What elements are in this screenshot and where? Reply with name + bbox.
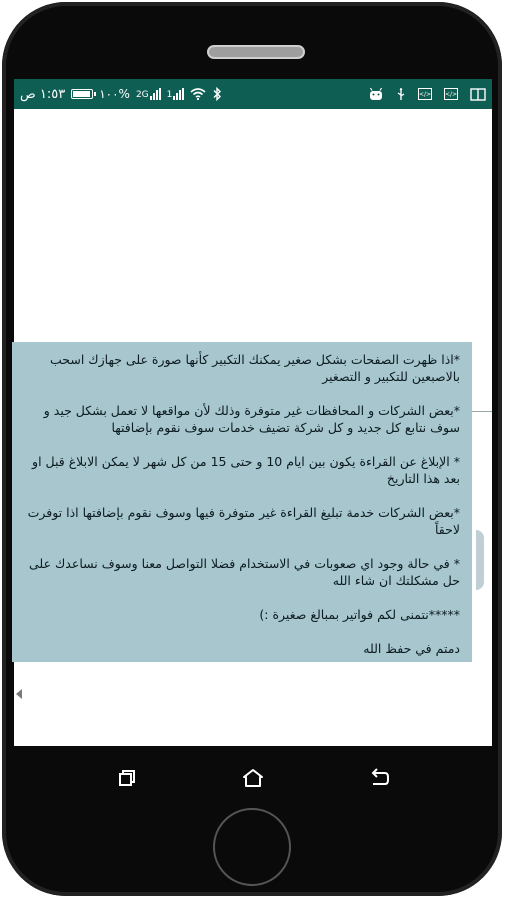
info-text-panel[interactable]: [12, 342, 472, 662]
info-paragraph: * في حالة وجود اي صعوبات في الاستخدام فضلا التواصل معنا وسوف نساعدك على حل مشكلتك ان شاء الله: [29, 556, 460, 588]
info-paragraph: *اذا ظهرت الصفحات بشكل صغير يمكنك التكبير كأنها صورة على جهازك اسحب بالاصبعين للتكبير و التصغير: [50, 352, 460, 384]
network-indicator: [136, 88, 161, 100]
usb-icon: [396, 87, 406, 101]
home-nav-button[interactable]: [238, 763, 268, 793]
back-icon: [368, 768, 390, 788]
hardware-home-button[interactable]: [213, 808, 291, 886]
screen-icon: [470, 88, 486, 101]
recents-icon: [117, 768, 137, 788]
phone-speaker: [207, 45, 305, 59]
code-icon: </>: [418, 88, 432, 100]
android-icon: [368, 87, 384, 101]
scroll-left-arrow-icon[interactable]: [16, 689, 22, 699]
status-left: [20, 79, 222, 109]
info-paragraph: *بعض الشركات و المحافظات غير متوفرة وذلك لأن مواقعها لا تعمل بشكل جيد و سوف نتابع كل جديد و كل شركة تضيف خدمات سوف نقوم بإضافتها: [43, 403, 460, 435]
battery-percent: %١٠٠: [99, 87, 130, 101]
battery-icon: [71, 89, 93, 99]
signal-icon-2: 1: [167, 88, 185, 100]
status-right: [368, 79, 486, 109]
info-paragraph: دمتم في حفظ الله: [363, 641, 460, 656]
back-button[interactable]: [364, 763, 394, 793]
status-bar: [14, 79, 492, 109]
info-paragraph: *****نتمنى لكم فواتير بمبالغ صغيرة :): [259, 607, 460, 622]
recents-button[interactable]: [112, 763, 142, 793]
info-paragraph: * الإبلاغ عن القراءة يكون بين ايام 10 و حتى 15 من كل شهر لا يمكن الابلاغ قبل او بعد هذا التاريخ: [32, 454, 460, 486]
code-icon: </>: [444, 88, 458, 100]
wifi-icon: [190, 88, 206, 100]
bluetooth-icon: [212, 87, 222, 101]
clock: ١:٥٣ ص: [20, 86, 66, 102]
network-type: 2G: [135, 90, 149, 100]
scroll-handle[interactable]: [476, 530, 484, 590]
navigation-bar: [14, 748, 492, 808]
info-paragraph: *بعض الشركات خدمة تبليغ القراءة غير متوفرة فيها وسوف نقوم بإضافتها اذا توفرت لاحقاً: [27, 505, 460, 537]
signal-icon: [150, 88, 161, 100]
home-icon: [242, 768, 264, 788]
